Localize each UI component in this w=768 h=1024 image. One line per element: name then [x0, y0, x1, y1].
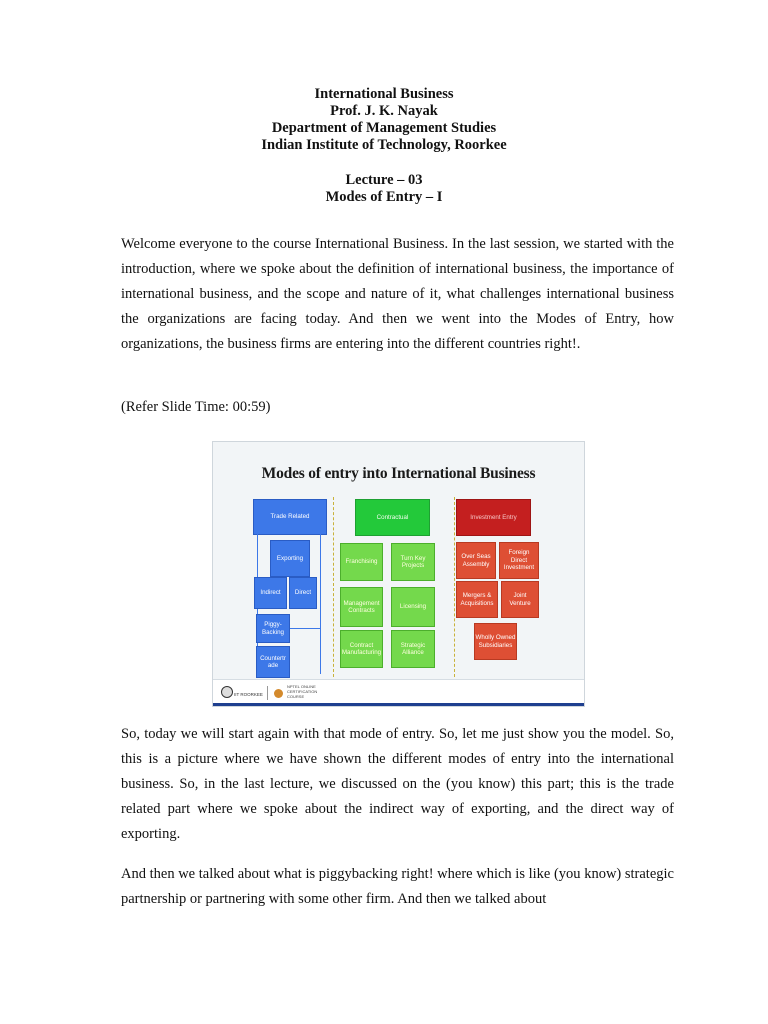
over-seas-assembly-box: Over Seas Assembly [456, 542, 496, 579]
paragraph-intro: Welcome everyone to the course International Business. In the last session, we started with the introduction, where we spoke about the definition of international business, the importance of international business, and the scope and nature of it, what challenges international business the organizations are facing today. And then we went into the Modes of Entry, how organizations, the business firms are entering into the different countries right!. [121, 236, 674, 352]
joint-venture-box: Joint Venture [501, 581, 539, 618]
course-title: International Business [314, 86, 454, 102]
indirect-box: Indirect [254, 577, 287, 609]
institute-name: Indian Institute of Technology, Roorkee [261, 137, 507, 153]
franchising-box: Franchising [340, 543, 383, 581]
mergers-acquisitions-box: Mergers & Acquisitions [456, 581, 498, 618]
wholly-owned-subsidiaries-box: Wholly Owned Subsidiaries [474, 623, 517, 660]
countertrade-box: Countertr ade [256, 646, 290, 678]
footer-stripe [213, 703, 584, 706]
piggy-backing-box: Piggy-Backing [256, 614, 290, 643]
direct-box: Direct [289, 577, 317, 609]
foreign-direct-investment-box: Foreign Direct Investment [499, 542, 539, 579]
iit-roorkee-logo-icon [221, 686, 233, 698]
slide-footer [213, 679, 584, 706]
slide-title: Modes of entry into International Business [261, 465, 536, 482]
trade-related-box: Trade Related [253, 499, 327, 535]
refer-slide-time: (Refer Slide Time: 00:59) [121, 399, 271, 415]
exporting-box: Exporting [270, 540, 310, 577]
nptel-logo-icon [274, 689, 283, 698]
turn-key-projects-box: Turn Key Projects [391, 543, 435, 581]
contract-manufacturing-box: Contract Manufacturing [340, 630, 383, 668]
management-contracts-box: Management Contracts [340, 587, 383, 627]
paragraph-model: So, today we will start again with that mode of entry. So, let me just show you the model. So, this is a picture where we have shown the different modes of entry into the international business. So, in the last lecture, we discussed on the (you know) this part; this is the trade related part where we spoke about the indirect way of exporting, and the direct way of exporting. [121, 726, 674, 842]
investment-entry-box: Investment Entry [456, 499, 531, 536]
title-block [0, 86, 768, 206]
department-name: Department of Management Studies [271, 120, 497, 136]
nptel-label: NPTEL ONLINE CERTIFICATION COURSE [287, 684, 318, 699]
lecture-number: Lecture – 03 [345, 172, 423, 188]
professor-name: Prof. J. K. Nayak [330, 103, 438, 119]
paragraph-piggybacking: And then we talked about what is piggybacking right! where which is like (you know) strategic partnership or partnering with some other firm. And then we talked about [121, 866, 674, 907]
lecture-slide-image [212, 441, 585, 707]
licensing-box: Licensing [391, 587, 435, 627]
contractual-box: Contractual [355, 499, 430, 536]
strategic-alliance-box: Strategic Alliance [391, 630, 435, 668]
iit-roorkee-label: IIT ROORKEE [234, 692, 263, 697]
lecture-topic: Modes of Entry – I [325, 189, 443, 205]
